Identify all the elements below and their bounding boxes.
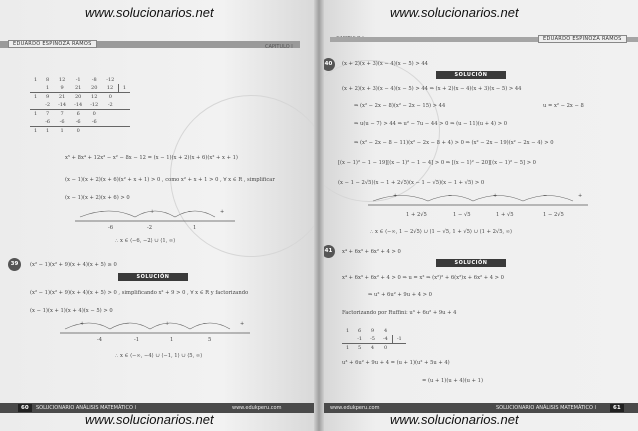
sign-chart-1	[70, 203, 240, 233]
table-cell: -5	[370, 336, 375, 342]
table-cell: 5	[353, 344, 366, 353]
table-cell: 1	[118, 84, 130, 93]
ruffini-table	[342, 327, 406, 352]
simplified-inequality: (x − 1)(x + 2)(x + 6) > 0	[65, 195, 130, 201]
table-cell: 9	[60, 85, 64, 91]
table-cell: 1	[34, 77, 38, 83]
table-cell: 0	[102, 93, 118, 102]
table-cell: 0	[70, 127, 86, 136]
result-line: ∴ x ∈ ⟨−6, −2⟩ ∪ ⟨1, ∞⟩	[115, 238, 176, 244]
table-cell: -1	[75, 77, 81, 83]
sign-label: +	[220, 209, 225, 215]
table-cell	[118, 93, 130, 102]
table-cell: -12	[106, 77, 115, 83]
solution-line: ⇒ u(u − 7) > 44 ⇒ u² − 7u − 44 > 0 ⇒ (u − 11)(u + 4) > 0	[354, 121, 508, 127]
sign-label: +	[240, 321, 245, 327]
table-cell: -1	[357, 336, 363, 342]
root-label: 1 + 2√5	[406, 212, 427, 218]
table-row	[342, 344, 406, 353]
table-cell	[86, 127, 102, 136]
table-cell: 12	[86, 93, 102, 102]
problem-number-badge: 40	[322, 58, 335, 71]
sign-label: −	[188, 209, 193, 215]
table-row	[30, 101, 130, 110]
table-cell	[102, 110, 118, 119]
sign-label: −	[543, 193, 548, 199]
table-cell: -14	[74, 102, 83, 108]
solution-line: x⁴ + 6x³ + 6x² + 4 > 0 ⇒ u = x² ⇒ (x²)² + 6(x²)x + 6x² + 4 > 0	[342, 275, 504, 281]
table-cell: -2	[107, 102, 113, 108]
header-author: EDUARDO ESPINOZA RAMOS	[8, 40, 97, 48]
table-cell	[30, 84, 41, 93]
table-cell	[102, 118, 118, 127]
solution-line: (x − 1)(x + 1)(x + 4)(x − 5) > 0	[30, 308, 113, 314]
table-cell: -6	[59, 119, 65, 125]
table-cell: -4	[382, 336, 388, 342]
table-cell: 1	[30, 127, 41, 136]
watermark-bottom-left: www.solucionarios.net	[85, 412, 214, 427]
footer-code: www.edukperu.com	[330, 405, 380, 411]
root-label: -2	[147, 225, 153, 231]
sign-label: +	[80, 321, 85, 327]
table-cell: 12	[106, 85, 114, 91]
table-cell: 20	[91, 85, 98, 91]
table-cell: 4	[384, 328, 388, 334]
table-cell: 7	[54, 110, 70, 119]
watermark-bottom-right: www.solucionarios.net	[390, 412, 519, 427]
sign-label: +	[493, 193, 498, 199]
table-cell: 1	[46, 85, 50, 91]
table-cell: -6	[91, 119, 97, 125]
root-label: 5	[208, 337, 212, 343]
table-row	[30, 127, 130, 136]
solution-line: Factorizando por Ruffini: u³ + 6u² + 9u + 4	[342, 310, 457, 316]
table-cell: 9	[370, 328, 375, 334]
table-cell	[118, 76, 130, 84]
solution-banner: SOLUCIÓN	[118, 273, 188, 281]
footer-site: www.edukperu.com	[232, 405, 282, 411]
root-label: 1 − √5	[453, 212, 471, 218]
table-cell: 4	[366, 344, 379, 353]
root-label: 1	[193, 225, 197, 231]
table-cell: 6	[70, 110, 86, 119]
solution-line: [(x − 1)² − 1 − 19][(x − 1)² − 1 − 4] > 0 ⇒ [(x − 1)² − 20][(x − 1)² − 5] > 0	[338, 160, 536, 166]
sign-label: +	[150, 209, 155, 215]
root-label: -1	[134, 337, 140, 343]
sign-label: −	[448, 193, 453, 199]
table-cell	[392, 344, 405, 353]
solution-banner: SOLUCIÓN	[436, 71, 506, 79]
watermark-top-left: www.solucionarios.net	[85, 5, 214, 20]
page-number: 61	[610, 404, 624, 412]
table-cell: 7	[41, 110, 54, 119]
page-number: 60	[18, 404, 32, 412]
root-label: 1 − 2√5	[543, 212, 564, 218]
table-cell	[30, 101, 41, 110]
solution-line: (x − 1 − 2√5)(x − 1 + 2√5)(x − 1 − √5)(x − 1 + √5) > 0	[338, 180, 485, 186]
table-cell: -8	[91, 77, 97, 83]
sign-label: +	[165, 321, 170, 327]
table-cell: -1	[392, 335, 405, 344]
problem-statement: (x + 2)(x + 3)(x − 4)(x − 5) > 44	[342, 61, 428, 67]
footer-title: SOLUCIONARIO ANÁLISIS MATEMÁTICO I	[496, 405, 597, 411]
problem-number-badge: 39	[8, 258, 21, 271]
table-cell	[392, 327, 405, 335]
table-cell: 1	[41, 127, 54, 136]
substitution: u = x² − 2x − 8	[543, 103, 584, 109]
table-cell: 1	[30, 110, 41, 119]
table-row	[30, 110, 130, 119]
solution-line: ⇒ u² + 6u² + 9u + 4 > 0	[368, 292, 432, 298]
sign-label: −	[203, 321, 208, 327]
sign-chart-2	[55, 315, 255, 345]
solution-line: ⇒ (x² − 2x − 8)(x² − 2x − 15) > 44	[354, 103, 446, 109]
solution-line: = (u + 1)(u + 4)(u + 1)	[422, 378, 483, 384]
table-cell: -14	[58, 102, 67, 108]
problem-number-badge: 41	[322, 245, 335, 258]
solution-line: u³ + 6u² + 9u + 4 = (u + 1)(u² + 5u + 4)	[342, 360, 450, 366]
sign-label: +	[393, 193, 398, 199]
solution-line: ⇒ (x² − 2x − 8 − 11)(x² − 2x − 8 + 4) > 0 ⇒ (x² − 2x − 19)(x² − 2x − 4) > 0	[354, 140, 554, 146]
sign-label: −	[125, 321, 130, 327]
sign-label: −	[100, 209, 105, 215]
solution-line: (x² − 1)(x² + 9)(x + 4)(x + 5) > 0 , simplificando x² + 9 > 0 , ∀ x ∈ R y factorizando	[30, 290, 249, 296]
table-row	[30, 84, 130, 93]
header-author: EDUARDO ESPINOZA RAMOS	[538, 35, 627, 43]
root-label: -4	[97, 337, 103, 343]
table-row	[342, 335, 406, 344]
table-cell: -2	[45, 102, 51, 108]
table-row	[30, 118, 130, 127]
table-cell: 6	[358, 328, 362, 334]
table-cell: 1	[342, 344, 353, 353]
solution-line: (x + 2)(x + 3)(x − 4)(x − 5) > 44 ⇒ (x + 2)(x − 4)(x + 3)(x − 5) > 44	[342, 86, 522, 92]
table-cell: 8	[46, 77, 50, 83]
solution-banner: SOLUCIÓN	[436, 259, 506, 267]
footer-title: SOLUCIONARIO ANÁLISIS MATEMÁTICO I	[36, 405, 137, 411]
table-cell: 12	[58, 77, 66, 83]
table-cell: 21	[54, 93, 70, 102]
table-row	[30, 76, 130, 84]
table-cell: 9	[41, 93, 54, 102]
table-cell: 0	[379, 344, 392, 353]
table-cell: 1	[54, 127, 70, 136]
table-cell: 1	[346, 328, 350, 334]
inequality-line: (x − 1)(x + 2)(x + 6)(x² + x + 1) > 0 , como x² + x + 1 > 0 , ∀ x ∈ R , simplificar	[65, 177, 275, 183]
table-cell: 20	[70, 93, 86, 102]
root-label: -6	[108, 225, 114, 231]
factorization-line: x⁵ + 8x⁴ + 12x³ − x² − 8x − 12 = (x − 1)(x + 2)(x + 6)(x² + x + 1)	[65, 155, 238, 161]
table-cell	[102, 127, 118, 136]
table-row	[30, 93, 130, 102]
table-cell: 0	[86, 110, 102, 119]
left-page	[0, 0, 318, 431]
watermark-top-right: www.solucionarios.net	[390, 5, 519, 20]
ruffini-table	[30, 76, 130, 135]
sign-label: +	[578, 193, 583, 199]
table-row	[342, 327, 406, 335]
problem-statement: x⁴ + 6x³ + 6x² + 4 > 0	[342, 249, 401, 255]
table-cell	[118, 101, 130, 110]
table-cell	[342, 335, 353, 344]
result-line: ∴ x ∈ ⟨−∞, −4⟩ ∪ ⟨−1, 1⟩ ∪ ⟨5, ∞⟩	[115, 353, 203, 359]
root-label: 1 + √5	[496, 212, 514, 218]
result-line: ∴ x ∈ ⟨−∞, 1 − 2√5⟩ ∪ ⟨1 − √5, 1 + √5⟩ ∪ ⟨1 + 2√5, ∞⟩	[370, 229, 513, 235]
book-gutter	[314, 0, 324, 431]
table-cell: 1	[30, 93, 41, 102]
table-cell	[118, 127, 130, 136]
table-cell: -6	[45, 119, 51, 125]
header-chapter: CAPITULO I	[265, 44, 293, 50]
table-cell	[30, 118, 41, 127]
table-cell: -6	[75, 119, 81, 125]
table-cell: 21	[74, 85, 82, 91]
table-cell	[118, 110, 130, 119]
problem-statement: (x² − 1)(x² + 9)(x + 4)(x + 5) ≥ 0	[30, 262, 117, 268]
right-page	[318, 0, 638, 431]
table-cell	[118, 118, 130, 127]
root-label: 1	[170, 337, 174, 343]
table-cell: -12	[90, 102, 99, 108]
